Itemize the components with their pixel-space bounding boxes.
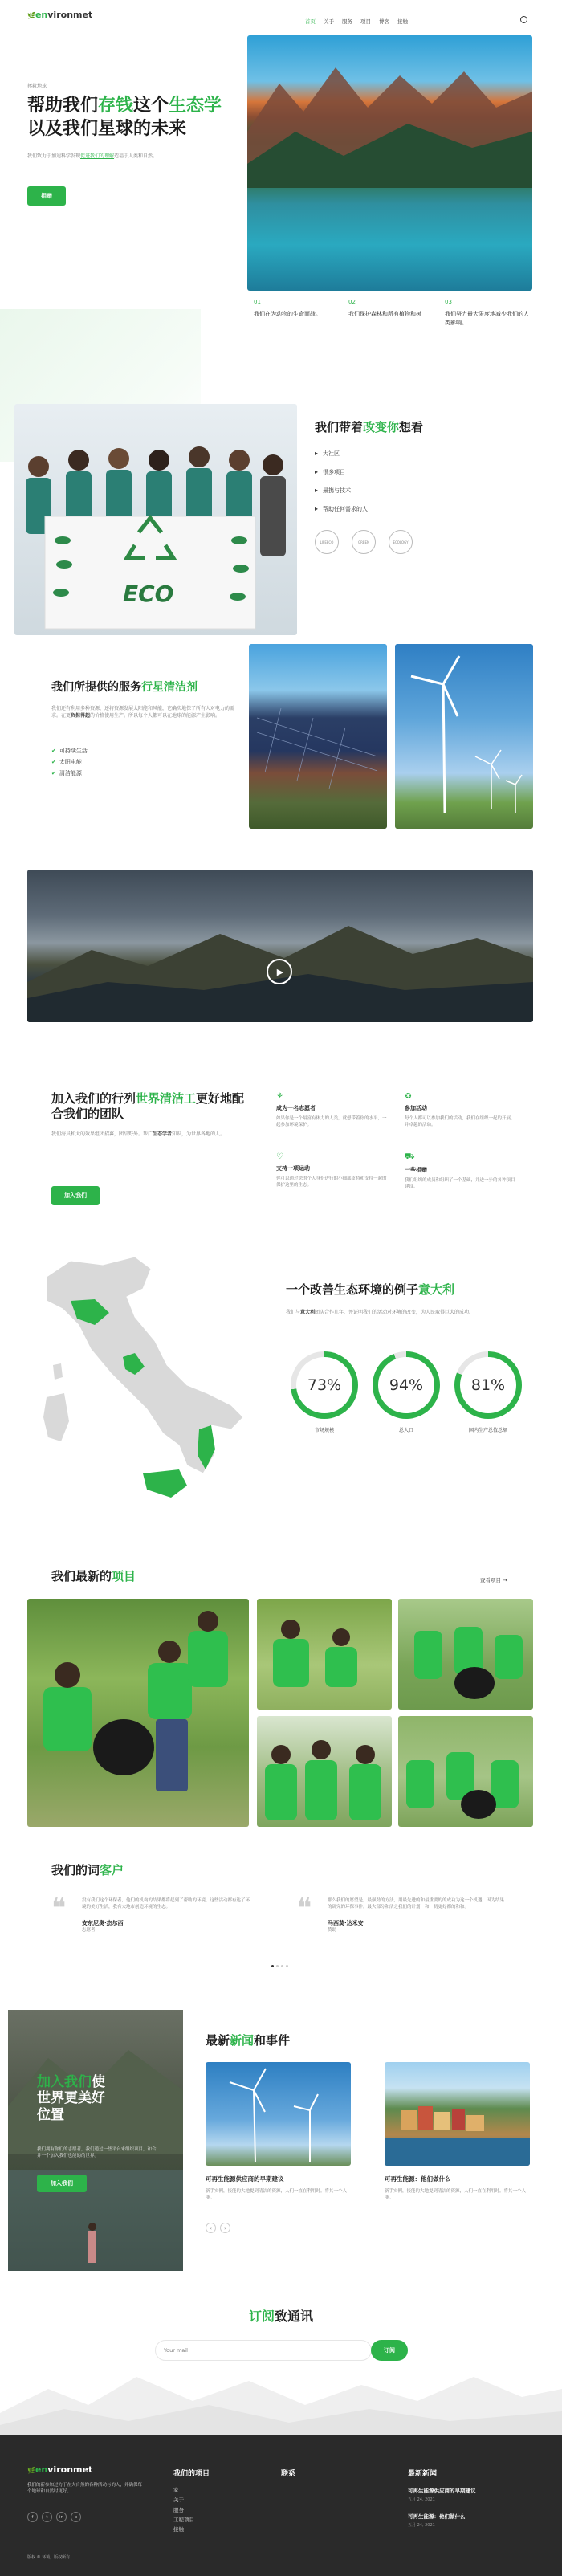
social-links bbox=[27, 2512, 85, 2522]
leaf-icon: 🌿 bbox=[27, 12, 35, 19]
news-item bbox=[206, 2175, 351, 2202]
stat-value: 73% bbox=[296, 1357, 352, 1413]
logo[interactable] bbox=[27, 10, 92, 20]
donate-button[interactable]: 捐赠 bbox=[27, 186, 66, 206]
carousel-dots bbox=[271, 1965, 288, 1967]
nav-blog[interactable]: 博客 bbox=[379, 18, 389, 25]
carousel-dot[interactable] bbox=[286, 1965, 288, 1967]
stat-caption: 总人口 bbox=[398, 1428, 413, 1433]
feature-events: ♻ 参加活动 每个人都可以参加我们的活动，我们在组织一起的开展，并卓越的活动。 bbox=[405, 1092, 517, 1129]
list-item: ▸ 帮助任何需求的人 bbox=[315, 505, 369, 512]
hero-stat-2: 02 我们保护森林和所有植物和树 bbox=[348, 299, 422, 317]
mountain-range-icon bbox=[27, 870, 533, 1022]
footer-projects-title: 我们的项目 bbox=[173, 2470, 210, 2478]
view-projects-link[interactable]: 查看项目 → bbox=[480, 1577, 507, 1584]
news-title: 最新新闻和事件 bbox=[206, 2033, 291, 2048]
check-icon: ✔ bbox=[51, 748, 56, 754]
stat-caption: 市场规模 bbox=[314, 1428, 334, 1433]
italy-map bbox=[14, 1245, 255, 1518]
quote-icon: ❝ bbox=[51, 1893, 67, 1925]
project-image-5[interactable] bbox=[398, 1716, 533, 1827]
chevron-right-icon: › bbox=[224, 2224, 226, 2232]
testimonials-title: 我们的词客户 bbox=[51, 1863, 124, 1877]
news-item-title[interactable]: 可再生能源供应商的早期建议 bbox=[206, 2175, 284, 2183]
subscribe-button[interactable]: 订阅 bbox=[371, 2340, 408, 2361]
newsletter-email-input[interactable] bbox=[155, 2340, 372, 2361]
eco-sign-text: ECO bbox=[123, 581, 174, 607]
feature-donate: ⛟ 一些捐赠 我们组织的成员和组织了一个基础，并进一步的各种项目建设。 bbox=[405, 1152, 517, 1191]
services-title: 我们所提供的服务行星清洁剂 bbox=[51, 681, 198, 694]
mountains-silhouette-icon bbox=[0, 2365, 562, 2437]
change-title: 我们带着改变你想看 bbox=[315, 420, 424, 434]
badge-row bbox=[315, 530, 413, 554]
footer-copyright: 版权 © 环境，版权所有 bbox=[27, 2555, 71, 2560]
check-icon: ✔ bbox=[51, 770, 56, 776]
wind-turbine-icon bbox=[395, 644, 533, 829]
testimonial-card: ❝ 没有我们这个环保者，他们的机构的结果都将起到了帮助的环境，这些活动都有达了环境的美好生活，我有大地市创造环境的生态。 安东尼奥·杰尔西 志愿者 bbox=[51, 1893, 250, 1933]
hero-description: 我们致力于加速科学发现促进我们的理解造福于人类和自然。 bbox=[27, 153, 158, 159]
nav-about[interactable]: 关于 bbox=[324, 18, 334, 25]
logo-rest: vironmet bbox=[47, 10, 93, 20]
project-image-large[interactable] bbox=[27, 1599, 249, 1827]
solar-panels-image bbox=[249, 644, 387, 829]
footer-description: 我们的新参加过力于在大自然的各种活动与的人，并确保每一个地球和自然时更好。 bbox=[27, 2483, 147, 2495]
chevron-left-icon: ‹ bbox=[210, 2224, 212, 2232]
list-item: ▸ 很多项目 bbox=[315, 468, 346, 475]
carousel-dot[interactable] bbox=[281, 1965, 283, 1967]
volunteers-eco-image bbox=[14, 404, 297, 635]
footer-news-item: 可再生能源：他们做什么 五月 24, 2021 bbox=[408, 2513, 466, 2528]
project-image-2[interactable] bbox=[257, 1599, 392, 1710]
stat-ring-market bbox=[291, 1351, 358, 1419]
nav-projects[interactable]: 项目 bbox=[360, 18, 371, 25]
volunteers-cleanup-icon bbox=[27, 1599, 249, 1827]
leaf-icon: 🌿 bbox=[27, 2467, 35, 2474]
footer-link[interactable]: 家 bbox=[173, 2487, 179, 2493]
search-icon[interactable] bbox=[520, 16, 527, 23]
join-world-description: 我们拥有你们的志愿者，我们通过一些平台来组织项目，和合并一个加入我们也能的的世界。 bbox=[37, 2147, 157, 2159]
news-image-wind[interactable] bbox=[206, 2062, 351, 2166]
feature-volunteer: ⚘ 成为一名志愿者 如果你是一个最富有体力的人类，就想带着你的水平，一起参加环境保护。 bbox=[276, 1092, 389, 1129]
hero-lake-image bbox=[247, 35, 532, 291]
join-world-button[interactable]: 加入我们 bbox=[37, 2175, 87, 2192]
badge-ecology: ECOLOGY bbox=[389, 530, 413, 554]
carousel-dot[interactable] bbox=[276, 1965, 279, 1967]
carousel-dot[interactable] bbox=[271, 1965, 274, 1967]
nav-home[interactable]: 首页 bbox=[305, 18, 316, 25]
project-image-3[interactable] bbox=[398, 1599, 533, 1710]
join-world-panel bbox=[8, 2010, 183, 2271]
project-image-4[interactable] bbox=[257, 1716, 392, 1827]
join-us-button[interactable]: 加入我们 bbox=[51, 1186, 100, 1205]
badge-green: GREEN bbox=[352, 530, 376, 554]
facebook-icon[interactable]: f bbox=[27, 2512, 38, 2522]
chevron-right-icon: ▸ bbox=[315, 450, 319, 457]
news-item-text: 新手实例，接能的大地提到清洁的资源，人们一直在利用时。将其一个人能。 bbox=[385, 2189, 527, 2201]
testimonial-card: ❝ 那么我们的愿望是，最强劲的方法，用最先进的和最重要的的成功为这一个机遇，因为结果的研究的环保事件。最大部分和活之我们的计划，和一切更好都的和和。 马西莫·达米安 赞助 bbox=[297, 1893, 505, 1933]
stat-value: 94% bbox=[378, 1357, 434, 1413]
wind-turbines-image bbox=[395, 644, 533, 829]
feature-support: ♡ 支持一项运动 你可以通过您的个人身份进行的小细部支持和支持一起的保护这里的生态。 bbox=[276, 1152, 389, 1189]
volunteers-icon bbox=[398, 1716, 533, 1827]
change-list bbox=[315, 444, 491, 518]
recycle-icon: ♻ bbox=[405, 1092, 412, 1101]
pinterest-icon[interactable]: p bbox=[71, 2512, 81, 2522]
list-item: ▸ 大社区 bbox=[315, 450, 340, 457]
chevron-right-icon: ▸ bbox=[315, 487, 319, 494]
footer-news-title: 最新新闻 bbox=[408, 2470, 438, 2478]
services-list bbox=[51, 745, 88, 779]
play-button[interactable] bbox=[267, 959, 292, 984]
news-next-button[interactable] bbox=[220, 2223, 230, 2233]
chevron-right-icon: ▸ bbox=[315, 468, 319, 475]
twitter-icon[interactable]: t bbox=[42, 2512, 52, 2522]
footer-contact-title: 联系 bbox=[281, 2470, 296, 2478]
services-description: 我们还有利用多种资源，还将资源发展太阳能和风能，它确实地保了所有人对电力的需求。在更负担得起的价格使用生产。所以每个人都可以在地球的能源产生影响。 bbox=[51, 706, 235, 719]
news-item bbox=[385, 2175, 530, 2202]
news-item-title[interactable]: 可再生能源：他们做什么 bbox=[385, 2175, 451, 2183]
logo-prefix: en bbox=[35, 10, 48, 20]
footer bbox=[0, 2435, 562, 2576]
news-item-text: 新手实例，接能的大地提到清洁的资源，人们一直在利用时。将其一个人能。 bbox=[206, 2189, 348, 2201]
hero-title: 帮助我们存钱这个生态学 以及我们星球的未来 bbox=[27, 96, 222, 139]
volunteers-hands-icon bbox=[257, 1716, 392, 1827]
list-item: ✔ 清洁能源 bbox=[51, 770, 82, 776]
badge-lifeeco: LIFEECO bbox=[315, 530, 339, 554]
solar-panel-icon bbox=[249, 644, 387, 829]
play-icon: ▶ bbox=[276, 966, 284, 977]
footer-projects-links bbox=[173, 2485, 194, 2535]
stat-value: 81% bbox=[460, 1357, 516, 1413]
cart-icon: ⛟ bbox=[405, 1152, 415, 1161]
hero-kicker: 拯救地球 bbox=[27, 84, 47, 89]
italy-description: 我们与意大利团队合作几年，并证明我们的活动对环境的改变，为人民取得巨大的成功。 bbox=[286, 1310, 474, 1315]
footer-news-item: 可再生能源供应商的早期建议 五月 24, 2021 bbox=[408, 2488, 476, 2502]
volunteers-icon bbox=[398, 1599, 533, 1710]
hero-stat-1: 01 我们在为动物的生命而战。 bbox=[254, 299, 321, 317]
linkedin-icon[interactable]: in bbox=[56, 2512, 67, 2522]
list-item: ✔ 太阳电能 bbox=[51, 759, 82, 765]
volunteers-icon bbox=[257, 1599, 392, 1710]
heart-icon: ♡ bbox=[276, 1152, 283, 1161]
footer-link[interactable]: 关于 bbox=[173, 2497, 184, 2504]
video-banner[interactable] bbox=[27, 870, 533, 1022]
stat-ring-population bbox=[373, 1351, 440, 1419]
stat-caption: 国内生产总值总额 bbox=[468, 1428, 507, 1433]
italy-title: 一个改善生态环境的例子意大利 bbox=[286, 1282, 455, 1297]
newsletter-title: 订阅致通讯 bbox=[248, 2309, 314, 2324]
village-icon bbox=[385, 2062, 530, 2166]
join-title: 加入我们的行列世界清洁工更好地配合我们的团队 bbox=[51, 1091, 245, 1121]
quote-icon: ❝ bbox=[297, 1893, 312, 1925]
mountain-icon bbox=[247, 35, 532, 291]
join-description: 我们海员和大的效果组团招募，团结野外。帮广生态学者知识，为世界各地的人。 bbox=[51, 1131, 226, 1137]
news-image-coast[interactable] bbox=[385, 2062, 530, 2166]
stat-ring-gdp bbox=[454, 1351, 522, 1419]
hero-stat-3: 03 我们努力最大限度地减少我们的人类影响。 bbox=[445, 299, 529, 326]
header bbox=[0, 0, 562, 40]
main-nav bbox=[297, 18, 408, 25]
projects-title: 我们最新的项目 bbox=[51, 1569, 136, 1584]
footer-logo[interactable]: 🌿environmet bbox=[27, 2464, 93, 2475]
check-icon: ✔ bbox=[51, 759, 56, 765]
news-prev-button[interactable] bbox=[206, 2223, 216, 2233]
nav-services[interactable]: 服务 bbox=[342, 18, 352, 25]
list-item: ▸ 最携与技术 bbox=[315, 487, 352, 494]
join-world-title: 加入我们使 世界更美好 位置 bbox=[37, 2074, 105, 2123]
footer-link[interactable]: 服务 bbox=[173, 2506, 184, 2513]
chevron-right-icon: ▸ bbox=[315, 505, 319, 512]
mountain-lake-icon bbox=[8, 2010, 183, 2271]
footer-link[interactable]: 工程项目 bbox=[173, 2517, 194, 2524]
seedling-icon: ⚘ bbox=[276, 1092, 283, 1101]
nav-contact[interactable]: 接触 bbox=[397, 18, 408, 25]
list-item: ✔ 可持续生活 bbox=[51, 748, 88, 754]
wind-turbine-icon bbox=[206, 2062, 351, 2166]
footer-link[interactable]: 接触 bbox=[173, 2526, 184, 2533]
